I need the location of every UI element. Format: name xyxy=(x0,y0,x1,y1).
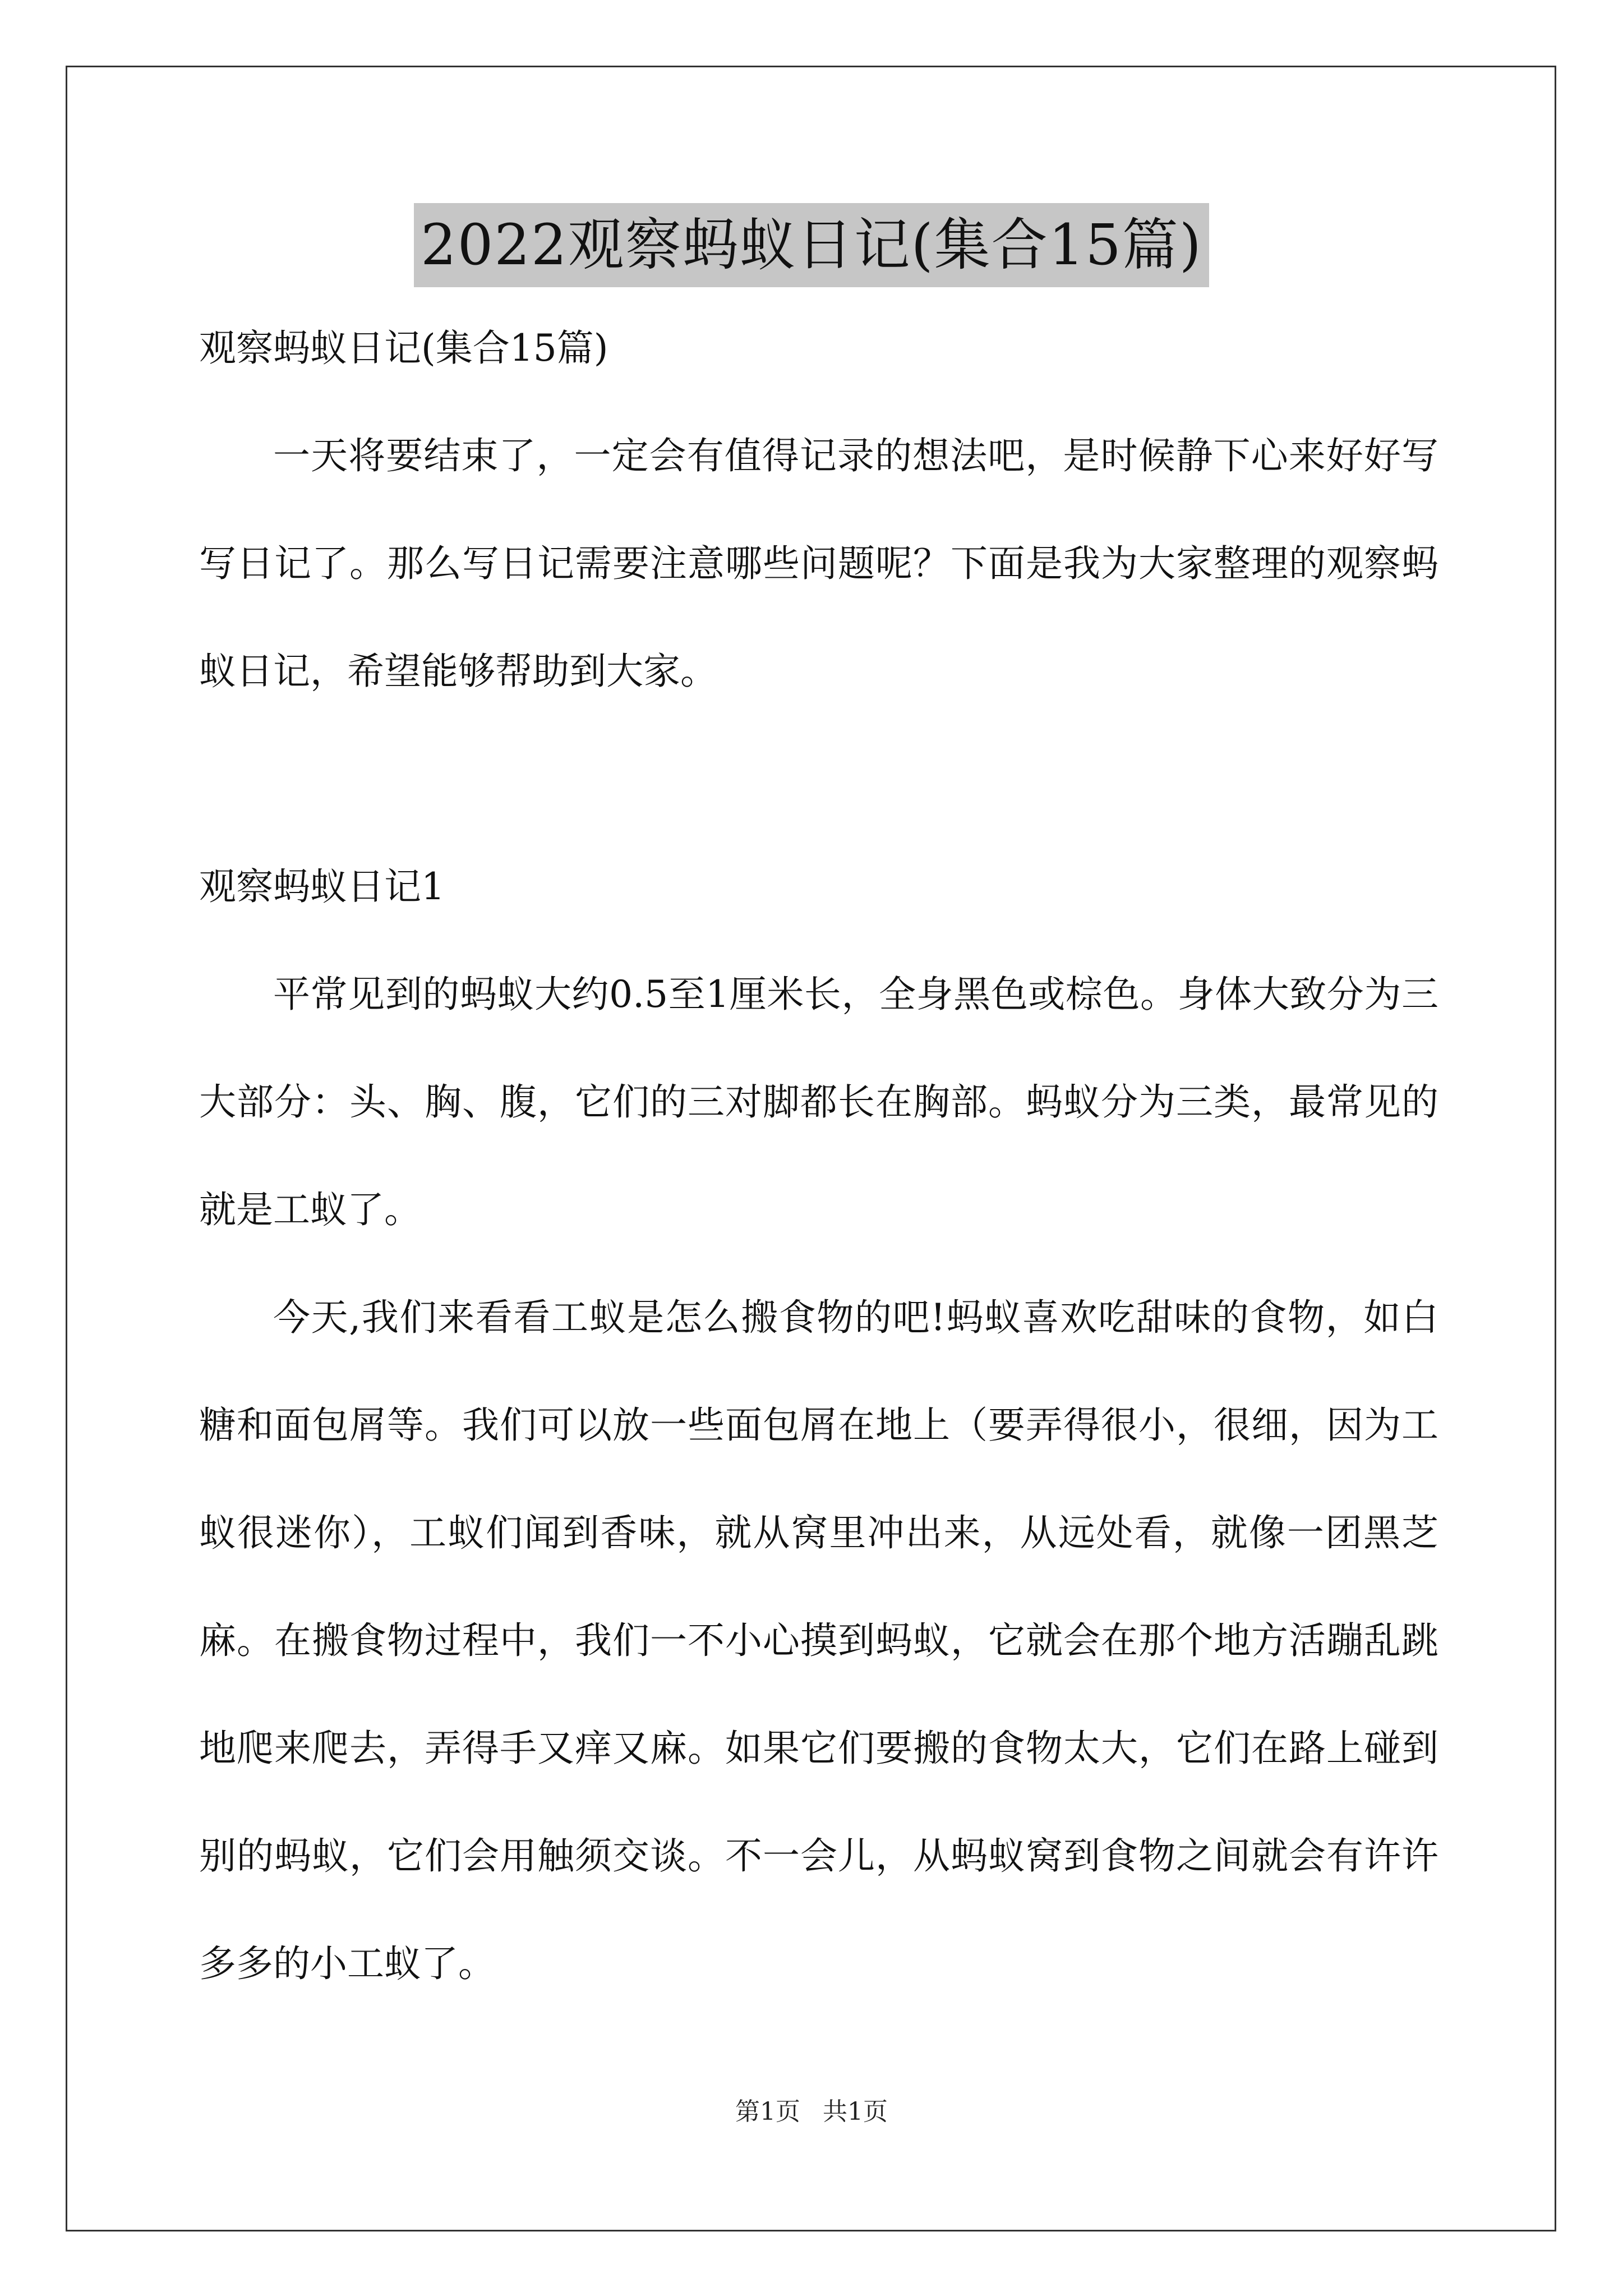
body-paragraph: 平常见到的蚂蚁大约0.5至1厘米长，全身黑色或棕色。身体大致分为三大部分：头、胸、腹，它们的三对脚都长在胸部。蚂蚁分为三类，最常见的就是工蚁了。 xyxy=(199,973,1438,1231)
section-spacer xyxy=(199,725,1438,833)
intro-paragraph: 一天将要结束了，一定会有值得记录的想法吧，是时候静下心来好好写写日记了。那么写日记需要注意哪些问题呢？下面是我为大家整理的观察蚂蚁日记，希望能够帮助到大家。 xyxy=(199,434,1438,693)
document-title: 2022观察蚂蚁日记(集合15篇) xyxy=(414,203,1209,287)
page-number: 第1页 xyxy=(735,2097,800,2126)
body-paragraph: 今天,我们来看看工蚁是怎么搬食物的吧!蚂蚁喜欢吃甜味的食物，如白糖和面包屑等。我们可以放一些面包屑在地上（要弄得很小，很细，因为工蚁很迷你），工蚁们闻到香味，就从窝里冲出来，从远处看，就像一团黑芝麻。在搬食物过程中，我们一不小心摸到蚂蚁，它就会在那个地方活蹦乱跳地爬来爬去，弄得手又痒又麻。如果它们要搬的食物太大，它们在路上碰到别的蚂蚁，它们会用触须交谈。不一会儿，从蚂蚁窝到食物之间就会有许许多多的小工蚁了。 xyxy=(199,1296,1438,1985)
page-total: 共1页 xyxy=(823,2097,888,2126)
page-footer xyxy=(0,2095,1623,2129)
section-heading: 观察蚂蚁日记1 xyxy=(199,865,445,908)
document-body xyxy=(199,295,1438,2018)
title-container xyxy=(0,203,1623,287)
subtitle: 观察蚂蚁日记(集合15篇) xyxy=(199,326,608,370)
